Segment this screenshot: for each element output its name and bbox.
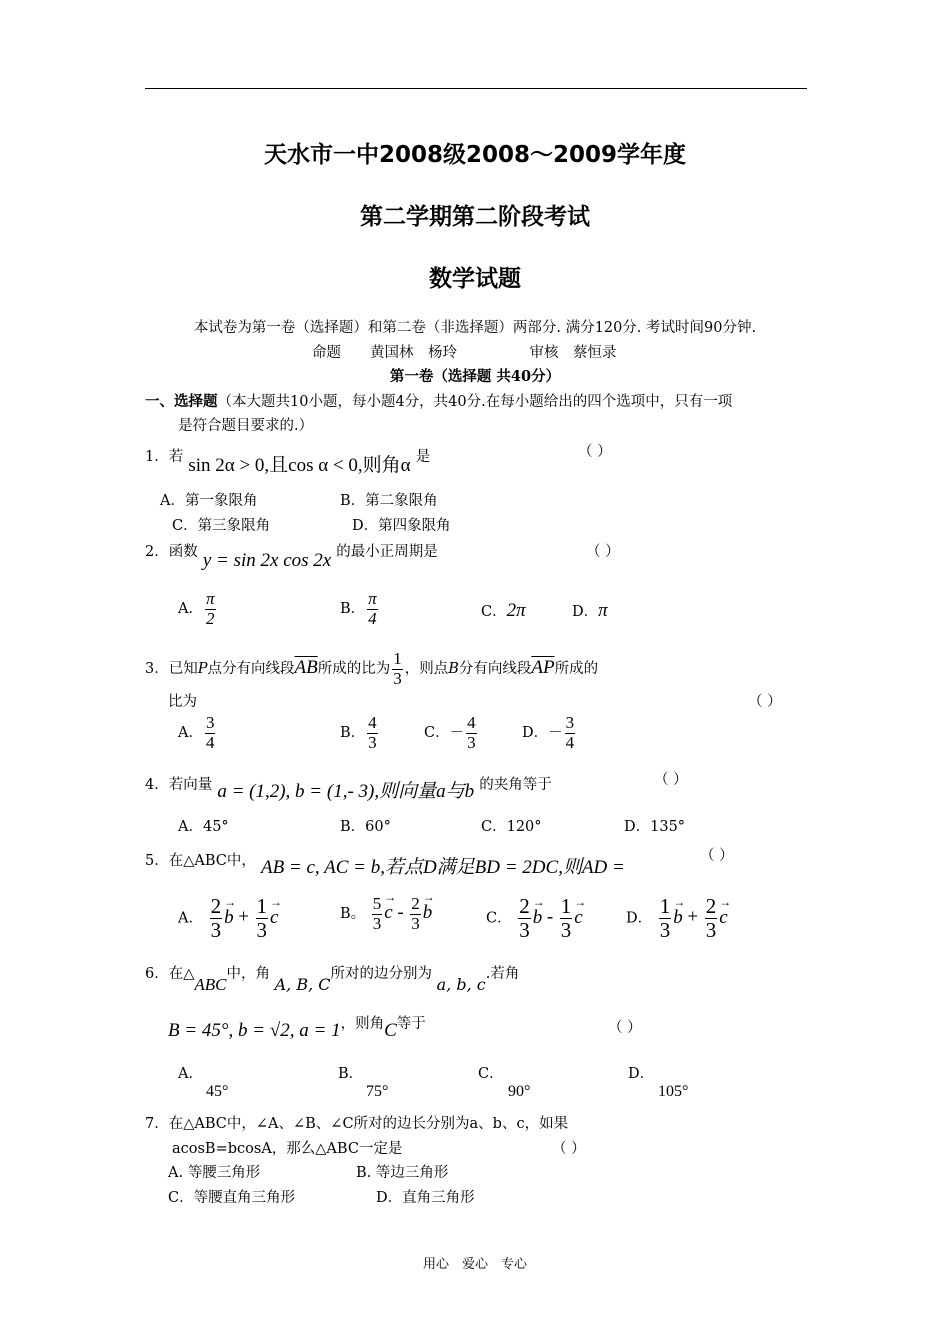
option-d: D．直角三角形 (376, 1190, 475, 1206)
question-4: 4．若向量 a = (1,2), b = (1,- 3),则向量a与b 的夹角等于 (145, 777, 552, 802)
option-d: D．π (572, 600, 608, 621)
option-c: C． $\frac{2}{3}$ → b - $\frac{1}{3}$ → c (486, 895, 583, 942)
option-b: B. 等边三角形 (356, 1165, 449, 1181)
answer-paren: （ ） (654, 772, 688, 788)
exam-subtitle: 第二学期第二阶段考试 (360, 204, 590, 230)
question-5: 5．在△ABC中， AB = c, AC = b,若点D满足BD = 2DC,则AD = (145, 853, 625, 878)
question-6-cont: B = 45°, b = √2, a = 1，则角C等于 (168, 1016, 426, 1041)
answer-paren: （ ） (608, 1020, 642, 1036)
question-2: 2．函数 y = sin 2x cos 2x 的最小正周期是 (145, 544, 438, 571)
option-d: D．－ $\frac{3}{4}$ (522, 713, 575, 752)
option-b: B．第二象限角 (340, 493, 438, 509)
option-b: B。 $\frac{5}{3}$ → c - $\frac{2}{3}$ → b (340, 895, 432, 933)
question-7-cont: acosB=bcosA，那么△ABC一定是 (172, 1141, 403, 1157)
question-3-cont: 比为 (168, 694, 197, 710)
question-6: 6．在△ABC中，角 A, B, C所对的边分别为 a, b, c.若角 (145, 966, 520, 994)
option-a: A． 45° (178, 1066, 229, 1100)
question-7: 7．在△ABC中，∠A、∠B、∠C所对的边长分别为a、b、c，如果 (145, 1116, 569, 1132)
option-c: C．2π (481, 600, 526, 621)
option-b: B．60° (340, 819, 391, 835)
option-a: A． $\frac{3}{4}$ (178, 713, 215, 752)
volume-heading: 第一卷（选择题 共40分） (389, 368, 561, 385)
option-a: A．45° (178, 819, 229, 835)
question-3: 3．已知P点分有向线段$\overline{AB}$所成的比为 $\frac{1}{3}$ ，则点B分有向线段$\overline{AP}$所成的 (145, 649, 599, 688)
page-footer: 用心 爱心 专心 (422, 1257, 527, 1272)
option-c: C．－ $\frac{4}{3}$ (424, 713, 476, 752)
option-c: C．120° (481, 819, 542, 835)
exam-title: 天水市一中2008级2008～2009学年度 (263, 142, 687, 168)
option-a: A. 等腰三角形 (168, 1165, 261, 1181)
authors: 命题 黄国林 杨玲 审核 蔡恒录 (312, 345, 617, 361)
option-a: A． $\frac{\pi}{2}$ (178, 589, 215, 628)
answer-paren: （ ） (552, 1141, 586, 1157)
option-a: A． $\frac{2}{3}$ → b + $\frac{1}{3}$ → c (178, 895, 278, 942)
option-a: A．第一象限角 (160, 493, 258, 509)
answer-paren: （ ） (700, 848, 734, 864)
answer-paren: （ ） (586, 544, 620, 560)
option-d: D． $\frac{1}{3}$ → b + $\frac{2}{3}$ → c (626, 895, 728, 942)
exam-subject: 数学试题 (429, 266, 521, 292)
option-d: D． 105° (628, 1066, 689, 1100)
option-b: B． $\frac{4}{3}$ (340, 713, 377, 752)
answer-paren: （ ） (748, 694, 782, 710)
option-d: D．第四象限角 (352, 518, 451, 534)
option-c: C．第三象限角 (172, 518, 271, 534)
option-d: D．135° (624, 819, 686, 835)
option-b: B． 75° (338, 1066, 389, 1100)
header-rule (145, 88, 807, 89)
section-desc: 是符合题目要求的.） (178, 418, 314, 434)
question-1: 1．若 sin 2α > 0,且cos α < 0,则角α 是 (145, 449, 431, 476)
answer-paren: （ ） (578, 444, 612, 460)
option-b: B． $\frac{\pi}{4}$ (340, 589, 377, 628)
option-c: C．等腰直角三角形 (168, 1190, 296, 1206)
intro-text: 本试卷为第一卷（选择题）和第二卷（非选择题）两部分. 满分120分. 考试时间90分钟. (193, 320, 757, 336)
option-c: C． 90° (478, 1066, 531, 1100)
section-heading: 一、选择题（本大题共10小题，每小题4分，共40分.在每小题给出的四个选项中，只有一项 (145, 393, 733, 410)
